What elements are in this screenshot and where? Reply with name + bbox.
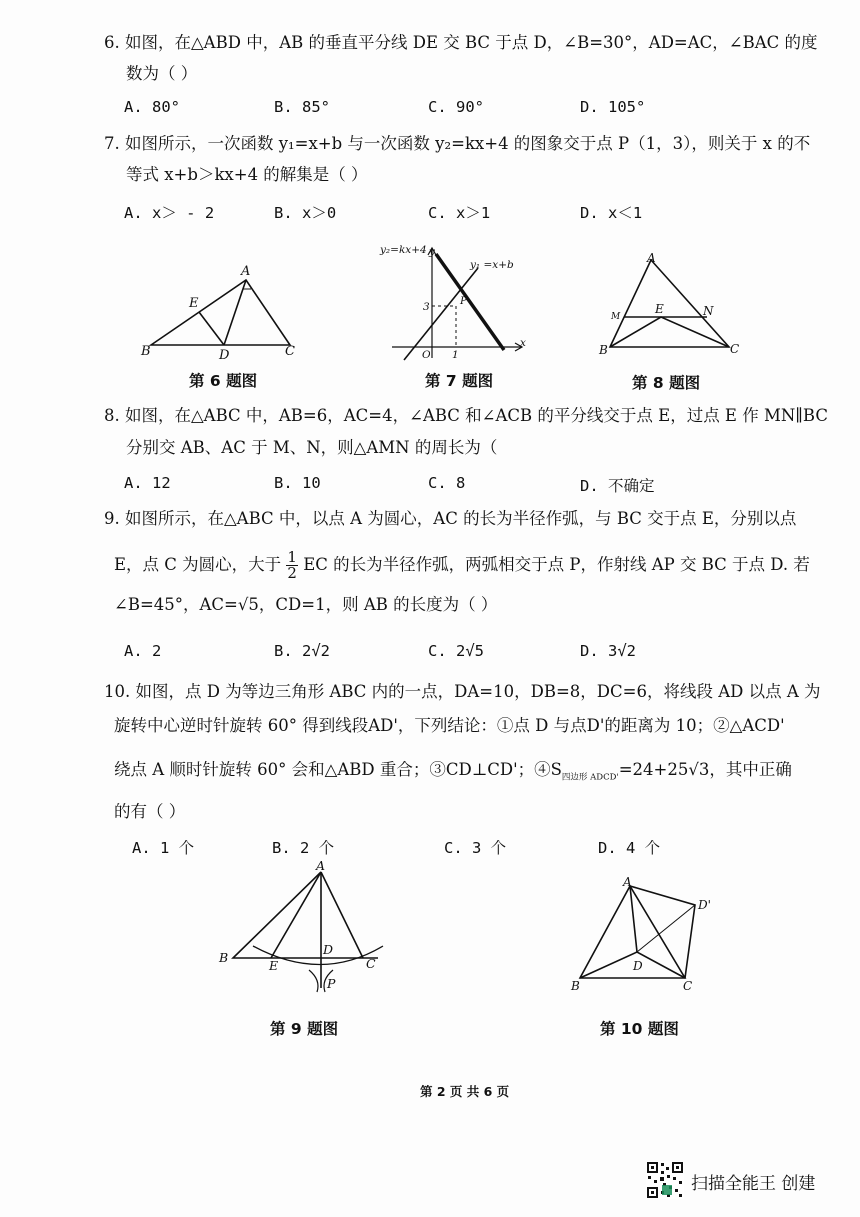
fig9-label-d: D bbox=[323, 942, 334, 957]
q7-option-b: B. x＞0 bbox=[274, 204, 337, 222]
fig9-label-c: C bbox=[366, 956, 376, 971]
q6-option-d: D. 105° bbox=[580, 98, 646, 116]
fig8-label-b: B bbox=[599, 343, 608, 357]
q10-line1: 10. 如图，点 D 为等边三角形 ABC 内的一点，DA=10，DB=8，DC=6，将线段 AD 以点 A 为 bbox=[104, 682, 821, 701]
q6-option-a: A. 80° bbox=[124, 98, 180, 116]
fig7-tick-3: 3 bbox=[423, 301, 430, 313]
fig9-label-e: E bbox=[269, 958, 279, 973]
figure-7 bbox=[378, 240, 528, 365]
q10-line2: 旋转中心逆时针旋转 60° 得到线段AD'，下列结论：①点 D 与点D'的距离为 10；②△ACD' bbox=[114, 716, 785, 735]
fig7-origin: O bbox=[422, 349, 431, 361]
q9-fraction-numerator: 1 bbox=[287, 548, 297, 566]
fig9-caption: 第 9 题图 bbox=[270, 1020, 339, 1038]
fig10-label-a: A bbox=[623, 875, 632, 889]
figure-8 bbox=[595, 250, 745, 360]
q9-option-a: A. 2 bbox=[124, 642, 162, 660]
figure-9 bbox=[213, 858, 398, 1003]
fig7-y-axis-label: y bbox=[429, 246, 435, 258]
q7-option-c: C. x＞1 bbox=[428, 204, 491, 222]
q6-line1: 6. 如图，在△ABD 中，AB 的垂直平分线 DE 交 BC 于点 D，∠B=30°，AD=AC，∠BAC 的度 bbox=[104, 33, 818, 52]
q9-fraction bbox=[286, 550, 298, 581]
fig10-caption: 第 10 题图 bbox=[600, 1020, 679, 1038]
q10-option-c: C. 3 个 bbox=[444, 839, 507, 857]
q8-option-a: A. 12 bbox=[124, 474, 171, 492]
q10-option-a: A. 1 个 bbox=[132, 839, 195, 857]
q9-option-d: D. 3√2 bbox=[580, 642, 636, 660]
qr-code-icon bbox=[646, 1161, 684, 1199]
q9-fraction-denominator: 2 bbox=[287, 564, 297, 582]
fig7-y2-label: y₂=kx+4 bbox=[380, 244, 427, 256]
fig10-label-b: B bbox=[571, 979, 580, 993]
q10-line3-end: =24+25√3，其中正确 bbox=[618, 760, 792, 779]
fig7-point-p: P bbox=[460, 295, 468, 307]
q9-line2 bbox=[114, 550, 810, 581]
q6-option-b: B. 85° bbox=[274, 98, 330, 116]
fig9-label-p: P bbox=[327, 976, 336, 991]
fig10-label-d-prime: D' bbox=[698, 898, 711, 912]
q9-line2-start: E，点 C 为圆心，大于 bbox=[114, 555, 282, 574]
fig6-label-c: C bbox=[285, 344, 295, 359]
fig6-label-e: E bbox=[189, 296, 199, 311]
q8-line2: 分别交 AB、AC 于 M、N，则△AMN 的周长为（ bbox=[126, 438, 498, 457]
fig8-label-m: M bbox=[611, 312, 621, 322]
fig6-caption: 第 6 题图 bbox=[189, 372, 258, 390]
fig8-caption: 第 8 题图 bbox=[632, 374, 701, 392]
fig7-x-axis-label: x bbox=[520, 337, 526, 349]
q10-line4: 的有（ ） bbox=[114, 802, 186, 821]
q8-option-b: B. 10 bbox=[274, 474, 321, 492]
q8-option-c: C. 8 bbox=[428, 474, 466, 492]
q10-area-subscript: 四边形 ADCD' bbox=[561, 772, 619, 783]
fig8-label-a: A bbox=[647, 251, 656, 265]
fig6-label-a: A bbox=[241, 264, 251, 279]
figure-10 bbox=[565, 872, 725, 997]
q9-option-b: B. 2√2 bbox=[274, 642, 330, 660]
q10-line3-start: 绕点 A 顺时针旋转 60° 会和△ABD 重合；③CD⊥CD'；④S bbox=[114, 760, 562, 779]
figure-6 bbox=[135, 255, 310, 365]
q7-option-d: D. x＜1 bbox=[580, 204, 643, 222]
fig8-label-n: N bbox=[703, 304, 714, 318]
q8-line1: 8. 如图，在△ABC 中，AB=6，AC=4，∠ABC 和∠ACB 的平分线交于点 E，过点 E 作 MN∥BC bbox=[104, 406, 828, 425]
q9-line1: 9. 如图所示，在△ABC 中，以点 A 为圆心，AC 的长为半径作弧，与 BC 交于点 E，分别以点 bbox=[104, 509, 797, 528]
q7-option-a: A. x＞ - 2 bbox=[124, 204, 215, 222]
q10-option-b: B. 2 个 bbox=[272, 839, 335, 857]
fig9-label-b: B bbox=[219, 950, 229, 965]
q10-option-d: D. 4 个 bbox=[598, 839, 661, 857]
fig8-label-c: C bbox=[730, 342, 740, 356]
fig7-y1-label: y₁ =x+b bbox=[470, 259, 514, 271]
fig9-label-a: A bbox=[316, 858, 326, 873]
q7-line1: 7. 如图所示，一次函数 y₁=x+b 与一次函数 y₂=kx+4 的图象交于点 P（1，3），则关于 x 的不 bbox=[104, 134, 811, 153]
fig10-label-d: D bbox=[633, 959, 643, 973]
q7-line2: 等式 x+b＞kx+4 的解集是（ ） bbox=[126, 165, 368, 184]
fig8-label-e: E bbox=[655, 302, 664, 316]
fig7-tick-1: 1 bbox=[452, 349, 459, 361]
fig6-label-b: B bbox=[141, 344, 151, 359]
q8-option-d: D. 不确定 bbox=[580, 477, 655, 495]
q9-line3: ∠B=45°，AC=√5，CD=1，则 AB 的长度为（ ） bbox=[114, 595, 498, 614]
q10-line3 bbox=[114, 759, 792, 788]
page-number: 第 2 页 共 6 页 bbox=[420, 1084, 510, 1099]
fig6-label-d: D bbox=[219, 348, 230, 363]
fig7-caption: 第 7 题图 bbox=[425, 372, 494, 390]
fig10-label-c: C bbox=[683, 979, 693, 993]
scanner-watermark: 扫描全能王 创建 bbox=[691, 1174, 816, 1194]
q9-line2-end: EC 的长为半径作弧，两弧相交于点 P，作射线 AP 交 BC 于点 D. 若 bbox=[303, 555, 810, 574]
q9-option-c: C. 2√5 bbox=[428, 642, 484, 660]
q6-option-c: C. 90° bbox=[428, 98, 484, 116]
q6-line2: 数为（ ） bbox=[126, 64, 198, 83]
